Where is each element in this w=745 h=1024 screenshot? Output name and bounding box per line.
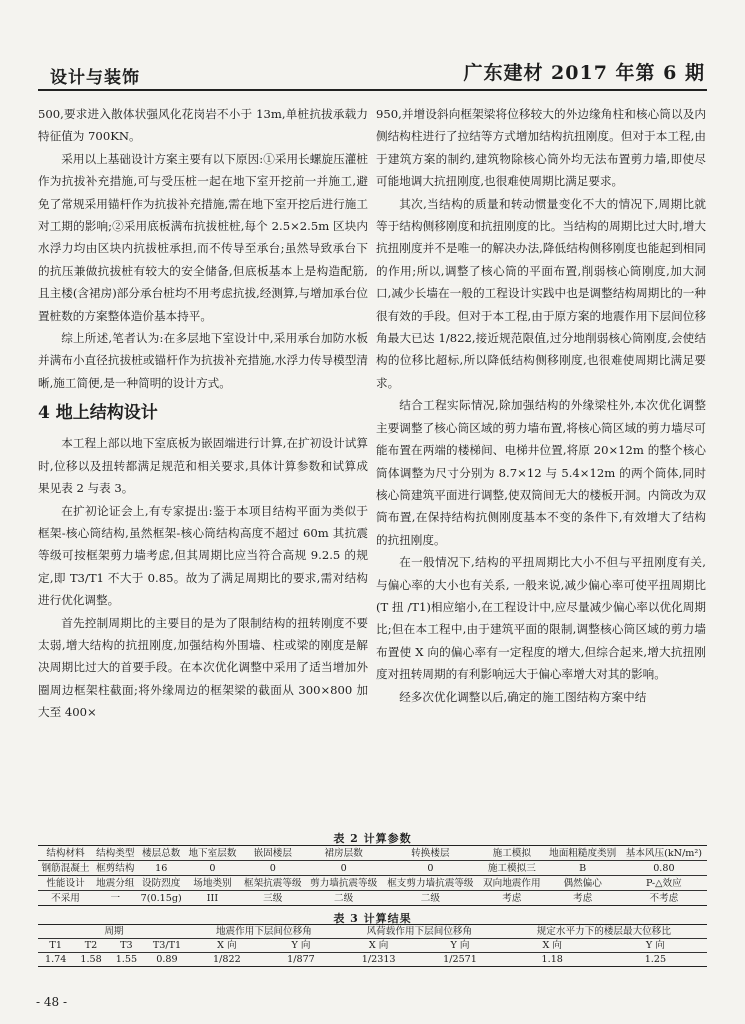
table-header-cell: X 向 [217,940,237,951]
table-cell: 一 [110,892,121,904]
table-header-cell: 转换楼层 [411,847,450,859]
table2-data-row-1 [38,861,707,876]
table2-data-row-2 [38,891,707,906]
table-cell: 考虑 [573,892,593,904]
table3-title: 表 3 计算结果 [333,912,412,925]
section-heading: 4 地上结构设计 [38,403,158,424]
table-cell: 16 [155,862,168,874]
table-header-cell: Y 向 [450,940,470,951]
table-header-cell: 地震作用下层间位移角 [215,926,312,937]
table-header-cell: T1 [49,940,62,951]
table-header-cell: 双向地震作用 [483,877,541,889]
paragraph: 综上所述,笔者认为:在多层地下室设计中,采用承台加防水板并满布小直径抗拔桩或锚杆作为抗拔补充措施,水浮力传导模型清晰,施工简便,是一种简明的设计方式。 [38,331,368,390]
paragraph: 结合工程实际情况,除加强结构的外缘梁柱外,本次优化调整主要调整了核心筒区域的剪力墙布置,将核心筒区域的剪力墙尽可能布置在两端的楼梯间、电梯井位置,将原 20×12m 的整个核心筒体调整为尺寸分别为 8.7×12 与 5.4×12m 的两个筒体,同时核心筒建筑平面进行调整,使双筒间无大的楼板开洞。内筒改为双筒布置,在保持结构抗侧刚度基本不变的条件下,有效增大了结构的抗扭刚度。 [376,398,706,547]
table-header-cell: T3 [120,940,133,951]
table-header-cell: 设防烈度 [142,877,181,889]
table-header-cell: 周期 [104,926,124,937]
right-column [376,103,706,708]
table-header-cell: T3/T1 [152,940,182,951]
table-header-cell: Y 向 [291,940,311,951]
table-header-cell: 地面粗糙度类别 [549,847,617,859]
journal-section-label: 设计与装饰 [50,68,140,88]
table-header-cell: 结构材料 [46,847,85,859]
paragraph: 950,并增设斜向框架梁将位移较大的外边缘角柱和核心筒以及内侧结构柱进行了拉结等方式增加结构抗扭刚度。但对于本工程,由于建筑方案的制约,建筑物除核心筒外均无法布置剪力墙,即使尽可能地调大抗扭刚度,也很难使周期比满足要求。 [376,107,706,189]
table-cell: 钢筋混凝土 [41,862,90,874]
table3-data-row [38,953,707,967]
table-cell: 1.25 [644,954,667,965]
table-cell: 0 [340,862,347,874]
table3-group-row [38,925,707,939]
paragraph: 采用以上基础设计方案主要有以下原因:①采用长螺旋压灌桩作为抗拔补充措施,可与受压桩一起在地下室开挖前一并施工,避免了常规采用锚杆作为抗拔补充措施,需在地下室开挖后进行施工对工期的影响;②采用底板满布抗拔桩桩,每个 2.5×2.5m 区块内水浮力均由区块内抗拔桩承担,而不传导至承台;虽然导致承台下的抗压兼做抗拔桩有较大的安全储备,但底板基本上是构造配筋,且主楼(含裙房)部分承台桩均不用考虑抗拔,经测算,与增加承台位置桩数的方案整体造价基本持平。 [38,151,368,323]
table-cell: 三级 [263,892,283,904]
table-cell: 1.74 [44,954,67,965]
header-rule [38,89,707,91]
journal-issue-label: 广东建材 2017 年第 6 期 [463,62,705,84]
table-header-cell: 地下室层数 [188,847,237,859]
table-cell: 0.80 [653,862,675,874]
paragraph: 本工程上部以地下室底板为嵌固端进行计算,在扩初设计试算时,位移以及扭转都满足规范和相关要求,具体计算参数和试算成果见表 2 与表 3。 [38,436,368,496]
table-header-cell: P-△效应 [646,877,682,889]
table3 [38,924,707,967]
table-cell: B [579,862,587,874]
table-header-cell: X 向 [368,940,389,951]
table-header-cell: 风荷载作用下层间位移角 [366,926,473,937]
paragraph: 在扩初论证会上,有专家提出:鉴于本项目结构平面为类似于框架-核心筒结构,虽然框架-核心筒结构高度不超过 60m 其抗震等级可按框架剪力墙考虑,但其周期比应当符合高规 9.2.5 的规定,即 T3/T1 不大于 0.85。故为了满足周期比的要求,需对结构进行优化调整。 [38,503,368,608]
table-header-cell: 框架抗震等级 [243,877,302,889]
table-header-cell: 嵌固楼层 [253,847,292,859]
table-cell: 1/822 [213,954,241,965]
table-header-cell: Y 向 [645,940,665,951]
paragraph: 经多次优化调整以后,确定的施工图结构方案中结 [399,689,647,704]
table-cell: 考虑 [502,892,522,904]
table-cell: 不考虑 [649,892,679,904]
paragraph: 500,要求进入散体状强风化花岗岩不小于 13m,单桩抗拔承载力特征值为 700KN。 [38,107,368,144]
table-cell: 1/2571 [443,954,477,965]
table-header-cell: 结构类型 [96,847,135,859]
table-cell: 0 [427,862,434,874]
table-cell: 0 [209,862,216,874]
table-header-cell: 楼层总数 [142,847,181,859]
table-header-cell: 场地类别 [193,877,232,889]
table-header-cell: X 向 [542,940,562,951]
table-cell: 框剪结构 [96,862,135,874]
table2 [38,845,707,906]
table-header-cell: T2 [84,940,98,951]
table-cell: 不采用 [51,892,80,904]
table-cell: 二级 [420,892,440,904]
page-number: - 48 - [36,995,68,1009]
table-header-cell: 规定水平力下的楼层最大位移比 [536,926,671,937]
table-header-cell: 偶然偏心 [563,877,602,889]
table-cell: 1/2313 [361,954,396,965]
table-cell: 0.89 [156,954,178,965]
paragraph: 在一般情况下,结构的平扭周期比大小不但与平扭刚度有关,与偏心率的大小也有关系, 一般来说,减少偏心率可使平扭周期比(T 扭 /T1)相应缩小,在工程设计中,应尽量减少偏心率以优化周期比;但在本工程中,由于建筑平面的限制,调整核心筒区域的剪力墙布置使 X 向的偏心率有一定程度的增大,但综合起来,增大抗扭刚度对扭转周期的有利影响远大于偏心率增大对其的影响。 [376,555,706,682]
table-header-cell: 基本风压(kN/m²) [625,847,702,859]
table-cell: 1.55 [115,954,138,965]
table-cell: 1.18 [541,954,563,965]
table-cell: III [206,892,219,904]
table-header-cell: 地震分组 [96,877,135,889]
table-header-cell: 性能设计 [46,877,85,889]
table-header-cell: 剪力墙抗震等级 [310,877,378,889]
table-cell: 7(0.15g) [140,892,182,904]
table-cell: 施工模拟三 [487,862,536,874]
table-header-cell: 裙房层数 [324,847,363,859]
table2-header-row-1 [38,846,707,861]
left-column [38,103,368,724]
table2-title: 表 2 计算参数 [333,832,412,845]
table-header-cell: 框支剪力墙抗震等级 [387,877,474,889]
table-cell: 1/877 [287,954,315,965]
table-cell: 0 [269,862,276,874]
paragraph: 其次,当结构的质量和转动惯量变化不大的情况下,周期比就等于结构侧移刚度和抗扭刚度的比。当结构的周期比过大时,增大抗扭刚度并不是唯一的解决办法,降低结构侧移刚度也能起到相同的作用;所以,调整了核心筒的平面布置,削弱核心筒刚度,加大洞口,减少长墙在一般的工程设计实践中也是调整结构周期比的一种很有效的手段。但对于本工程,由于原方案的地震作用下层间位移角最大已达 1/822,接近规范限值,过分地削弱核心筒刚度,会使结构的位移比超标,所以降低结构侧移刚度,也很难使周期比满足要求。 [376,196,706,390]
table-cell: 1.58 [80,954,102,965]
table-header-cell: 施工模拟 [492,847,531,859]
table-cell: 二级 [334,892,354,904]
table3-sub-header-row [38,939,707,953]
paragraph: 首先控制周期比的主要目的是为了限制结构的扭转刚度不要太弱,增大结构的抗扭刚度,加强结构外围墙、柱或梁的刚度是解决周期比过大的首要手段。在本次优化调整中采用了适当增加外圈周边框架柱截面;将外缘周边的框架梁的截面从 300×800 加大至 400× [38,615,368,720]
table2-header-row-2 [38,876,707,891]
